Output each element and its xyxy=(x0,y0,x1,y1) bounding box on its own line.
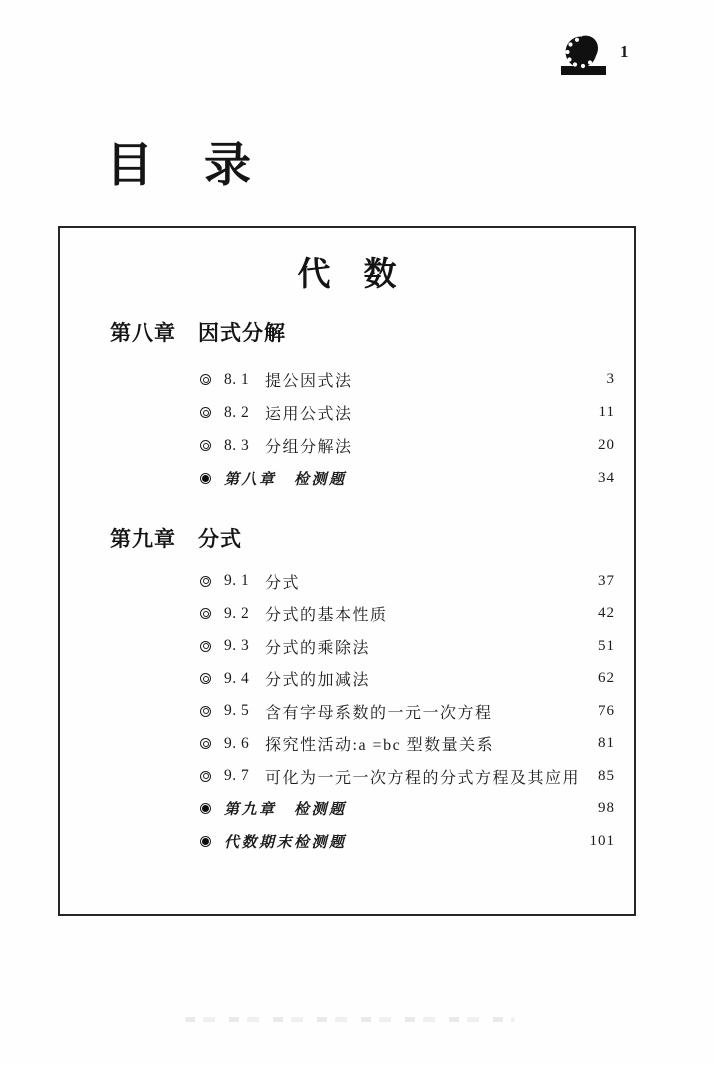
document-title: 目 录 xyxy=(106,140,253,192)
section-title: 第九章 检测题 xyxy=(224,802,347,819)
section-title: 运用公式法 xyxy=(265,406,353,423)
page-ref: 51 xyxy=(598,637,615,654)
double-circle-bullet-icon xyxy=(200,440,211,451)
page-ref: 11 xyxy=(598,404,615,420)
publisher-emblem-icon xyxy=(560,33,608,76)
double-circle-bullet-icon xyxy=(200,374,211,385)
section-title: 含有字母系数的一元一次方程 xyxy=(265,704,493,722)
toc-row xyxy=(60,728,634,761)
toc-row xyxy=(60,396,634,429)
toc-row xyxy=(60,825,634,858)
chapter-heading-8: 第八章 因式分解 xyxy=(110,321,286,345)
section-number: 8. 3 xyxy=(224,436,250,454)
double-circle-bullet-icon xyxy=(200,706,211,717)
section-title: 分式的加减法 xyxy=(265,672,371,690)
section-title: 分式 xyxy=(265,574,301,592)
toc-row xyxy=(60,793,634,826)
section-title: 分式的乘除法 xyxy=(265,639,371,657)
toc-row xyxy=(60,429,634,462)
page-ref: 81 xyxy=(598,735,615,752)
section-number: 9. 4 xyxy=(224,669,250,687)
double-circle-bullet-icon xyxy=(200,771,211,782)
toc-row xyxy=(60,630,634,663)
page-number: 1 xyxy=(620,42,630,61)
toc-row xyxy=(60,695,634,728)
section-title: 代数期末检测题 xyxy=(224,834,347,851)
section-number: 9. 2 xyxy=(224,604,250,622)
page-ref: 62 xyxy=(598,670,615,687)
section-number: 9. 7 xyxy=(224,767,250,785)
section-number: 9. 5 xyxy=(224,702,250,720)
page-ref: 3 xyxy=(606,371,615,387)
page-ref: 101 xyxy=(589,832,615,849)
page-ref: 98 xyxy=(598,800,615,817)
page-ref: 42 xyxy=(598,605,615,622)
section-title: 第八章 检测题 xyxy=(224,472,347,488)
section-title: 探究性活动:a =bc 型数量关系 xyxy=(265,737,495,755)
toc-row xyxy=(60,663,634,696)
part-title: 代 数 xyxy=(297,257,397,293)
toc-row xyxy=(60,598,634,631)
section-number: 9. 3 xyxy=(224,637,250,655)
double-circle-bullet-icon xyxy=(200,673,211,684)
double-circle-bullet-icon xyxy=(200,608,211,619)
bleedthrough-artifact xyxy=(185,1017,515,1022)
section-number: 8. 1 xyxy=(224,370,250,388)
toc-row xyxy=(60,462,634,495)
section-number: 9. 1 xyxy=(224,572,250,590)
toc-box xyxy=(58,226,636,916)
toc-row xyxy=(60,363,634,396)
section-title: 可化为一元一次方程的分式方程及其应用 xyxy=(265,769,581,787)
page-ref: 34 xyxy=(598,470,615,486)
fisheye-bullet-icon xyxy=(200,836,211,847)
page-ref: 20 xyxy=(598,437,615,453)
chapter-heading-9: 第九章 分式 xyxy=(110,527,242,551)
double-circle-bullet-icon xyxy=(200,738,211,749)
section-number: 8. 2 xyxy=(224,403,250,421)
page-ref: 85 xyxy=(598,767,615,784)
section-title: 分式的基本性质 xyxy=(265,607,388,625)
fisheye-bullet-icon xyxy=(200,803,211,814)
section-number: 9. 6 xyxy=(224,734,250,752)
page-ref: 76 xyxy=(598,702,615,719)
fisheye-bullet-icon xyxy=(200,473,211,484)
section-title: 分组分解法 xyxy=(265,439,353,456)
page-ref: 37 xyxy=(598,572,615,589)
toc-row xyxy=(60,760,634,793)
double-circle-bullet-icon xyxy=(200,576,211,587)
double-circle-bullet-icon xyxy=(200,407,211,418)
section-title: 提公因式法 xyxy=(265,373,353,390)
toc-row xyxy=(60,565,634,598)
double-circle-bullet-icon xyxy=(200,641,211,652)
